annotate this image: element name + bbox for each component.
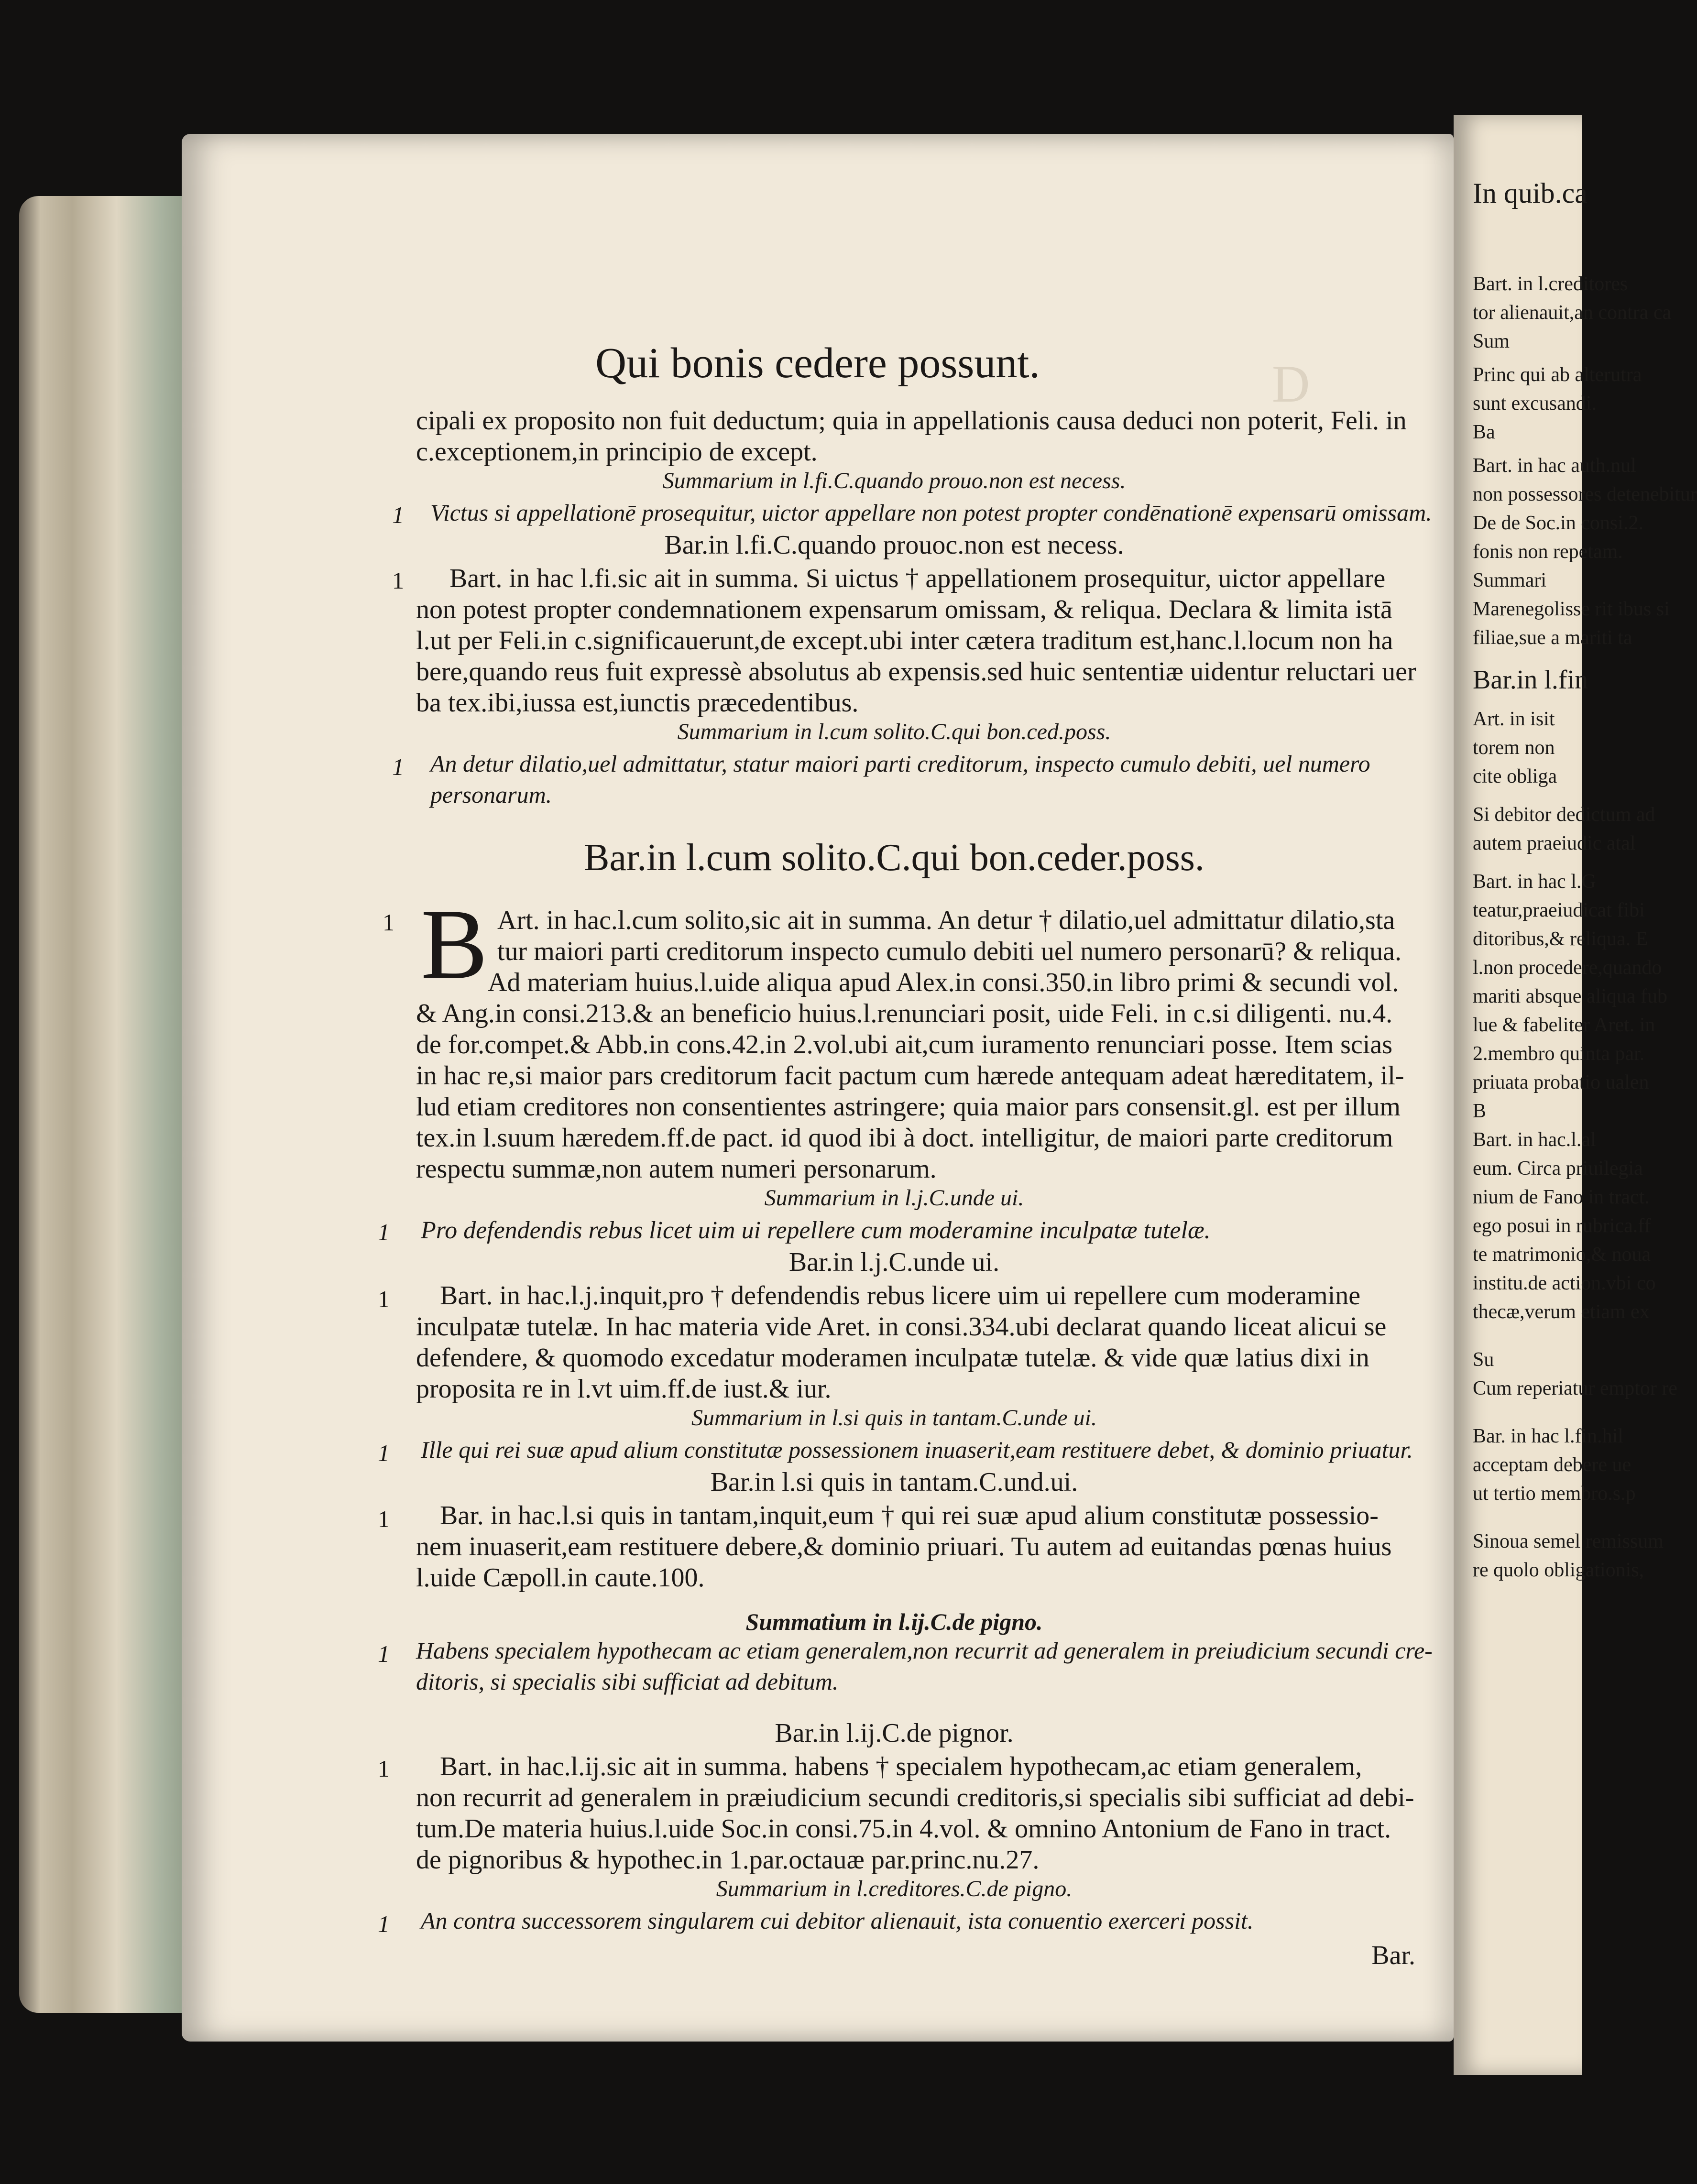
text-line: l.ut per Feli.in c.significauerunt,de except.ubi inter cætera traditum est,hanc.l.locum non ha [416, 626, 1393, 655]
next-page-line: teatur,praeiudicat fibi [1473, 899, 1645, 921]
summary-heading: Summatium in l.ij.C.de pigno. [745, 1608, 1043, 1635]
next-page-line: non possessores detenebitur [1473, 483, 1697, 505]
summary-text: ditoris, si specialis sibi sufficiat ad debitum. [416, 1668, 839, 1695]
text-line: defendere, & quomodo excedatur moderamen inculpatæ tutelæ. & vide quæ latius dixi in [416, 1343, 1369, 1373]
next-page-line: priuata probatio ualen [1473, 1071, 1649, 1093]
next-page-line: fonis non repetam. [1473, 541, 1623, 563]
next-page-line: ditoribus,& reliqua. E [1473, 928, 1648, 950]
section-marker: 1 [378, 1755, 390, 1782]
section-marker: 1 [378, 1440, 390, 1466]
summary-heading: Summarium in l.j.C.unde ui. [764, 1185, 1024, 1211]
text-line: de pignoribus & hypothec.in 1.par.octauæ par.princ.nu.27. [416, 1845, 1040, 1875]
section-heading: Bar.in l.j.C.unde ui. [788, 1247, 1000, 1277]
text-line: Bart. in hac.l.j.inquit,pro † defendendis rebus licere uim ui repellere cum moderamine [440, 1281, 1361, 1310]
text-line: in hac re,si maior pars creditorum facit pactum cum hærede antequam adeat hæreditatem, il- [416, 1061, 1404, 1091]
section-marker: 1 [378, 1286, 390, 1312]
next-page-line: Marenegolisse rit ibus si [1473, 598, 1670, 620]
text-line: bere,quando reus fuit expressè absolutus ab expensis.sed huic sententiæ uidentur reluctari uer [416, 657, 1416, 687]
text-line: c.exceptionem,in principio de except. [416, 437, 818, 467]
next-page-line: l.non procedere,quando [1473, 957, 1662, 979]
text-line: inculpatæ tutelæ. In hac materia vide Aret. in consi.334.ubi declarat quando liceat alicui se [416, 1312, 1387, 1342]
summary-text: An contra successorem singularem cui debitor alienauit, ista conuentio exerceri possit. [421, 1907, 1254, 1934]
next-page-line: Summari [1473, 569, 1546, 591]
next-page-line: B [1473, 1100, 1487, 1122]
text-line: tum.De materia huius.l.uide Soc.in consi.75.in 4.vol. & omnino Antonium de Fano in tract. [416, 1814, 1391, 1844]
next-page-line: institu.de action.vbi co [1473, 1272, 1656, 1294]
text-line: & Ang.in consi.213.& an beneficio huius.l.renunciari posit, uide Feli. in c.si diligenti. nu.4. [416, 999, 1393, 1028]
next-page-line: ego posui in rubrica.ff [1473, 1215, 1651, 1237]
next-page-line: Ba [1473, 421, 1495, 443]
summary-heading: Summarium in l.cum solito.C.qui bon.ced.poss. [677, 719, 1111, 744]
text-line: respectu summæ,non autem numeri personarum. [416, 1154, 937, 1184]
next-page-line: eum. Circa priuilegia [1473, 1158, 1643, 1179]
next-page-line: te matrimonio,& noua [1473, 1244, 1651, 1266]
bleed-through-text: D [1272, 355, 1310, 413]
summary-text: Ille qui rei suæ apud alium constitutæ possessionem inuaserit,eam restituere debet, & dominio priuatur. [421, 1436, 1413, 1463]
summary-text: Pro defendendis rebus licet uim ui repellere cum moderamine inculpatæ tutelæ. [421, 1217, 1211, 1244]
text-line: lud etiam creditores non consentientes astringere; quia maior pars consensit.gl. est per illum [416, 1092, 1401, 1122]
next-page-line: Bar. in hac l.fin.hil [1473, 1425, 1623, 1447]
next-page-line: thecæ,verum etiam ex [1473, 1301, 1650, 1323]
page-title: Qui bonis cedere possunt. [595, 339, 1040, 387]
text-line: Bart. in hac l.fi.sic ait in summa. Si uictus † appellationem prosequitur, uictor appellare [449, 564, 1386, 593]
text-line: tur maiori parti creditorum inspecto cumulo debiti uel numero personarū? & reliqua. [497, 937, 1401, 966]
text-line: l.uide Cæpoll.in caute.100. [416, 1563, 705, 1593]
next-page-header: In quib.ca [1473, 177, 1588, 209]
next-page-line: Sinoua semel remissum [1473, 1530, 1664, 1552]
section-heading: Bar.in l.fi.C.quando prouoc.non est necess. [664, 530, 1124, 560]
next-page-line: Princ qui ab alterutra [1473, 364, 1642, 386]
right-page-edge [1454, 115, 1697, 2075]
next-page-line: nium de Fano in tract. [1473, 1186, 1650, 1208]
summary-text: Victus si appellationē prosequitur, uictor appellare non potest propter condēnationē expensarū omissam. [430, 499, 1432, 526]
next-page-line: Cum reperiatur emptor re [1473, 1377, 1677, 1399]
text-line: ba tex.ibi,iussa est,iunctis præcedentibus. [416, 688, 859, 718]
summary-heading: Summarium in l.creditores.C.de pigno. [716, 1876, 1073, 1901]
text-line: Ad materiam huius.l.uide aliqua apud Alex.in consi.350.in libro primi & secundi vol. [488, 968, 1399, 997]
text-line: non potest propter condemnationem expensarum omissam, & reliqua. Declara & limita istā [416, 595, 1392, 624]
next-page-line: Si debitor dedictum ad [1473, 804, 1655, 826]
next-page-line: Sum [1473, 330, 1510, 352]
text-line: cipali ex proposito non fuit deductum; quia in appellationis causa deduci non poterit, Feli. in [416, 406, 1407, 436]
section-marker: 1 [378, 1219, 390, 1245]
section-heading-large: Bar.in l.cum solito.C.qui bon.ceder.poss. [584, 837, 1204, 879]
catchword: Bar. [1371, 1941, 1415, 1970]
next-page-line: mariti absque aliqua fub [1473, 985, 1668, 1007]
next-page-line: cite obliga [1473, 765, 1557, 787]
next-page-line: tor alienauit,an contra ca [1473, 302, 1672, 324]
next-page-line: 2.membro quinta par. [1473, 1043, 1645, 1065]
next-page-line: Art. in isit [1473, 708, 1555, 730]
section-marker: 1 [378, 1640, 390, 1667]
next-page-line: Bart. in hac auth.nul [1473, 455, 1636, 477]
page-content [182, 134, 1454, 2042]
text-line: de for.compet.& Abb.in cons.42.in 2.vol.ubi ait,cum iuramento renunciari posse. Item scias [416, 1030, 1393, 1059]
next-page-line: Bart. in l.creditores [1473, 273, 1628, 295]
section-marker: 1 [392, 567, 404, 594]
summary-text: personarum. [430, 781, 552, 808]
section-heading: Bar.in l.ij.C.de pignor. [775, 1718, 1014, 1748]
next-page-line: lue & fabeliter Aret. in [1473, 1014, 1655, 1036]
next-page-line: ut tertio membro.s.p [1473, 1483, 1636, 1505]
section-marker: 1 [378, 1911, 390, 1937]
text-line: Bart. in hac.l.ij.sic ait in summa. habens † specialem hypothecam,ac etiam generalem, [440, 1752, 1362, 1781]
text-line: tex.in l.suum hæredem.ff.de pact. id quod ibi à doct. intelligitur, de maiori parte creditorum [416, 1123, 1393, 1153]
summary-text: An detur dilatio,uel admittatur, statur maiori parti creditorum, inspecto cumulo debiti, uel numero [430, 750, 1370, 777]
next-page-line: De de Soc.in consi.2. [1473, 512, 1643, 534]
next-page-line: Bar.in l.fin [1473, 665, 1588, 695]
text-line: Art. in hac.l.cum solito,sic ait in summa. An detur † dilatio,uel admittatur dilatio,sta [497, 906, 1395, 935]
next-page-line: Su [1473, 1349, 1494, 1371]
next-page-line: sunt excusandi. [1473, 393, 1597, 415]
next-page-line: re quolo obligationis, [1473, 1559, 1644, 1581]
section-marker: 1 [383, 909, 394, 936]
next-page-line: Bart. in hac.l.al [1473, 1129, 1596, 1151]
next-page-line: filiae,sue a mariti ta [1473, 627, 1632, 649]
section-heading: Bar.in l.si quis in tantam.C.und.ui. [710, 1467, 1078, 1497]
section-marker: 1 [392, 753, 404, 780]
text-line: non recurrit ad generalem in præiudicium secundi creditoris,si specialis sibi sufficiat ad debi- [416, 1783, 1414, 1813]
section-marker: 1 [392, 502, 404, 528]
summary-heading: Summarium in l.si quis in tantam.C.unde ui. [691, 1405, 1097, 1431]
next-page-line: autem praeiudic atal [1473, 832, 1636, 854]
text-line: Bar. in hac.l.si quis in tantam,inquit,eum † qui rei suæ apud alium constitutæ possessio- [440, 1501, 1379, 1530]
next-page-line: acceptam debere ue [1473, 1454, 1631, 1476]
summary-text: Habens specialem hypothecam ac etiam generalem,non recurrit ad generalem in preiudicium secundi cre- [416, 1637, 1433, 1664]
next-page-line: Bart. in hac l.G [1473, 871, 1596, 893]
left-page [182, 134, 1454, 2042]
drop-cap: B [420, 889, 488, 1000]
next-page-line: torem non [1473, 737, 1555, 759]
section-marker: 1 [378, 1506, 390, 1532]
book-fore-edge [19, 196, 196, 2013]
text-line: proposita re in l.vt uim.ff.de iust.& iur. [416, 1374, 832, 1404]
summary-heading: Summarium in l.fi.C.quando prouo.non est necess. [662, 468, 1126, 493]
text-line: nem inuaserit,eam restituere debere,& dominio priuari. Tu autem ad euitandas pœnas huius [416, 1532, 1392, 1562]
